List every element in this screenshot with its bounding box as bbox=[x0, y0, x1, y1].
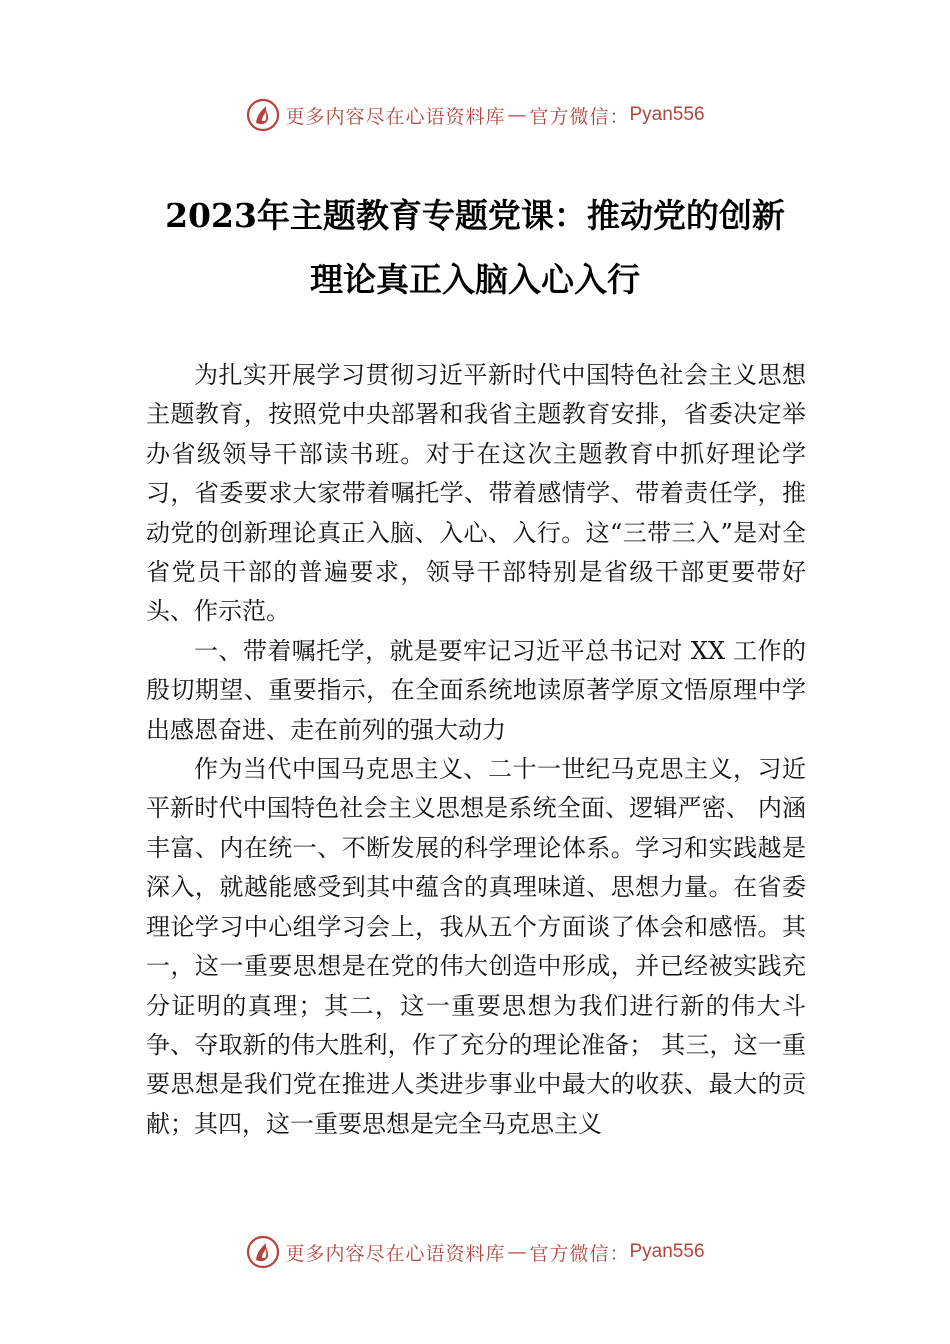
flame-seal-logo-icon bbox=[245, 1234, 281, 1270]
watermark-brand: 更多内容尽在心语资料库 bbox=[285, 105, 506, 128]
paragraph-intro: 为扎实开展学习贯彻习近平新时代中国特色社会主义思想主题教育，按照党中央部署和我省主题教育安排，省委决定举办省级领导干部读书班。对于在这次主题教育中抓好理论学习，省委要求大家带着嘱托学、带着感情学、带着责任学，推动党的创新理论真正入脑、入心、入行。这“三带三入”是对全省党员干部的普遍要求，领导干部特别是省级干部更要带好头、作示范。 bbox=[146, 361, 806, 626]
paragraph-section-one-body: 作为当代中国马克思主义、二十一世纪马克思主义，习近平新时代中国特色社会主义思想是系统全面、逻辑严密、 内涵丰富、内在统一、不断发展的科学理论体系。学习和实践越是深入，就越能感受到其中蕴含的真理味道、思想力量。在省委理论学习中心组学习会上，我从五个方面谈了体会和感悟。其一，这一重要思想是在党的伟大创造中形成，并已经被实践充分证明的真理；其二，这一重要思想为我们进行新的伟大斗争、夺取新的伟大胜利，作了充分的理论准备； 其三，这一重要思想是我们党在推进人类进步事业中最大的收获、最大的贡献；其四，这一重要思想是完全马克思主义 bbox=[146, 755, 806, 1138]
paragraph-section-one-heading: 一、带着嘱托学，就是要牢记习近平总书记对 XX 工作的殷切期望、重要指示，在全面系统地读原著学原文悟原理中学出感恩奋进、走在前列的强大动力 bbox=[146, 636, 806, 744]
watermark-dash: — bbox=[507, 1241, 528, 1263]
watermark-dash: — bbox=[507, 104, 528, 126]
document-title-line-2: 理论真正入脑入心入行 bbox=[310, 260, 640, 299]
watermark-official: 官方微信： bbox=[529, 1242, 630, 1265]
document-body bbox=[146, 356, 806, 1144]
watermark-official: 官方微信： bbox=[529, 105, 630, 128]
watermark-brand: 更多内容尽在心语资料库 bbox=[285, 1242, 506, 1265]
header-watermark bbox=[0, 95, 950, 135]
document-title-line-1: 2023年主题教育专题党课：推动党的创新 bbox=[165, 196, 785, 235]
footer-watermark bbox=[0, 1232, 950, 1272]
watermark-wechat-id: Pyan556 bbox=[629, 104, 705, 125]
watermark-wechat-id: Pyan556 bbox=[629, 1241, 705, 1262]
flame-seal-logo-icon bbox=[245, 97, 281, 133]
